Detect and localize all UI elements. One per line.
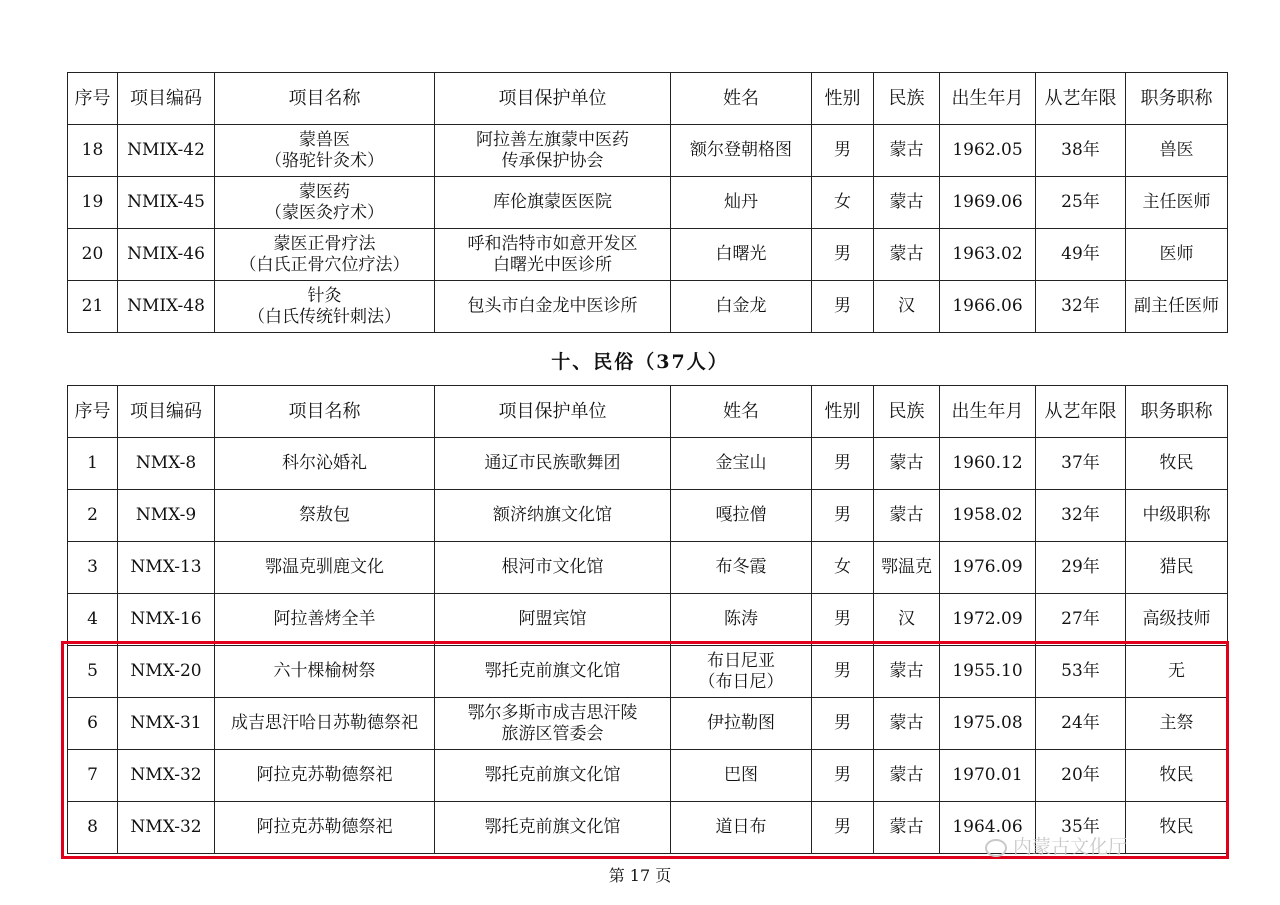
cell-sex-text: 男 xyxy=(834,296,851,316)
table-row xyxy=(68,698,1228,750)
cell-years-text: 53年 xyxy=(1061,661,1100,681)
cell-ethnicity xyxy=(874,750,940,802)
column-header: 职务职称 xyxy=(1126,73,1228,125)
cell-project-name-text: 阿拉克苏勒德祭祀 xyxy=(256,817,393,837)
cell-ethnicity xyxy=(874,229,940,281)
table-row xyxy=(68,490,1228,542)
cell-sex-text: 男 xyxy=(834,505,851,525)
cell-code xyxy=(118,438,215,490)
cell-code xyxy=(118,542,215,594)
column-header: 民族 xyxy=(874,73,940,125)
cell-protection-unit-text: 鄂托克前旗文化馆 xyxy=(484,765,621,785)
cell-no xyxy=(68,177,118,229)
cell-ethnicity xyxy=(874,542,940,594)
cell-ethnicity-text: 蒙古 xyxy=(889,661,924,681)
cell-no-text: 4 xyxy=(87,609,98,629)
cell-person-name xyxy=(671,750,812,802)
cell-code-text: NMX-20 xyxy=(130,661,202,681)
cell-sex-text: 男 xyxy=(834,661,851,681)
cell-ethnicity-text: 蒙古 xyxy=(889,765,924,785)
cell-person-name-text: 伊拉勒图 xyxy=(707,713,775,733)
cell-sex-text: 男 xyxy=(834,453,851,473)
cell-person-name-text: 布冬霞 xyxy=(715,557,767,577)
cell-years xyxy=(1036,177,1126,229)
cell-project-name-text: 六十棵榆树祭 xyxy=(273,661,376,681)
cell-job-title-text: 主祭 xyxy=(1159,713,1194,733)
cell-protection-unit-text: 阿拉善左旗蒙中医药 xyxy=(476,129,629,150)
cell-years xyxy=(1036,438,1126,490)
cell-protection-unit-text: 鄂尔多斯市成吉思汗陵 xyxy=(467,702,638,723)
column-header: 民族 xyxy=(874,386,940,438)
cell-project-name-text: 蒙兽医 xyxy=(299,129,350,150)
cell-sex-text: 女 xyxy=(834,192,851,212)
cell-no xyxy=(68,750,118,802)
cell-project-name xyxy=(215,594,435,646)
cell-years-text: 29年 xyxy=(1061,557,1100,577)
cell-project-name-text: 针灸 xyxy=(307,285,342,306)
cell-birth-text: 1960.12 xyxy=(952,453,1023,473)
cell-no xyxy=(68,229,118,281)
watermark-text: 内蒙古文化厅 xyxy=(1013,836,1128,858)
column-header: 出生年月 xyxy=(940,73,1036,125)
cell-ethnicity-text: 蒙古 xyxy=(889,140,924,160)
cell-ethnicity xyxy=(874,281,940,333)
cell-sex-text: 男 xyxy=(834,609,851,629)
cell-no-text: 21 xyxy=(81,296,104,316)
cell-no xyxy=(68,698,118,750)
cell-birth xyxy=(940,542,1036,594)
cell-protection-unit xyxy=(435,750,671,802)
cell-job-title-text: 高级技师 xyxy=(1142,609,1211,629)
cell-years-text: 32年 xyxy=(1061,505,1100,525)
column-header: 性别 xyxy=(812,386,874,438)
column-header: 姓名 xyxy=(671,386,812,438)
cell-ethnicity xyxy=(874,177,940,229)
cell-project-name-text: 祭敖包 xyxy=(299,505,350,525)
cell-project-name xyxy=(215,646,435,698)
cell-code-text: NMIX-48 xyxy=(127,296,205,316)
cell-person-name xyxy=(671,125,812,177)
cell-job-title-text: 猎民 xyxy=(1159,557,1194,577)
table-traditional-medicine xyxy=(67,72,1228,333)
cell-protection-unit xyxy=(435,177,671,229)
cell-project-name-text: 阿拉善烤全羊 xyxy=(273,609,376,629)
column-header: 从艺年限 xyxy=(1036,73,1126,125)
cell-person-name xyxy=(671,594,812,646)
table-row xyxy=(68,177,1228,229)
cell-years-text: 20年 xyxy=(1061,765,1100,785)
table-row xyxy=(68,438,1228,490)
cell-ethnicity xyxy=(874,698,940,750)
cell-birth-text: 1972.09 xyxy=(952,609,1023,629)
cell-protection-unit xyxy=(435,646,671,698)
cell-birth-text: 1962.05 xyxy=(952,140,1023,160)
cell-code-text: NMX-32 xyxy=(130,817,202,837)
cell-code xyxy=(118,125,215,177)
cell-job-title xyxy=(1126,229,1228,281)
cell-job-title xyxy=(1126,542,1228,594)
cell-person-name-text: 额尔登朝格图 xyxy=(690,140,792,160)
table-row xyxy=(68,281,1228,333)
column-header: 项目编码 xyxy=(118,73,215,125)
cell-protection-unit xyxy=(435,802,671,854)
cell-project-name-text: 蒙医药 xyxy=(299,181,350,202)
cell-no xyxy=(68,542,118,594)
cell-birth-text: 1975.08 xyxy=(952,713,1023,733)
cell-code-text: NMIX-45 xyxy=(127,192,205,212)
table-row xyxy=(68,125,1228,177)
cell-protection-unit xyxy=(435,490,671,542)
cell-code-text: NMIX-46 xyxy=(127,244,205,264)
cell-job-title-text: 主任医师 xyxy=(1142,192,1211,212)
cell-person-name-text: 陈涛 xyxy=(724,609,758,629)
table-row xyxy=(68,542,1228,594)
cell-years-text: 38年 xyxy=(1061,140,1100,160)
cell-sex xyxy=(812,177,874,229)
cell-job-title xyxy=(1126,594,1228,646)
wechat-icon xyxy=(985,839,1007,857)
cell-protection-unit-text: 呼和浩特市如意开发区 xyxy=(467,233,638,254)
cell-person-name-text: 巴图 xyxy=(724,765,758,785)
cell-no xyxy=(68,125,118,177)
cell-protection-unit-text: 包头市白金龙中医诊所 xyxy=(467,296,638,316)
cell-ethnicity-text: 蒙古 xyxy=(889,244,924,264)
table-header-row xyxy=(68,386,1228,438)
cell-code xyxy=(118,490,215,542)
cell-job-title xyxy=(1126,750,1228,802)
cell-code-text: NMX-16 xyxy=(130,609,202,629)
cell-ethnicity xyxy=(874,594,940,646)
cell-sex-text: 男 xyxy=(834,817,851,837)
cell-job-title xyxy=(1126,177,1228,229)
column-header: 序号 xyxy=(68,73,118,125)
cell-protection-unit-text: 通辽市民族歌舞团 xyxy=(484,453,621,473)
cell-project-name xyxy=(215,802,435,854)
cell-birth xyxy=(940,125,1036,177)
cell-project-name xyxy=(215,281,435,333)
cell-birth xyxy=(940,646,1036,698)
cell-birth xyxy=(940,698,1036,750)
cell-ethnicity-text: 蒙古 xyxy=(889,505,924,525)
cell-ethnicity xyxy=(874,802,940,854)
cell-job-title xyxy=(1126,125,1228,177)
cell-birth-text: 1958.02 xyxy=(952,505,1023,525)
cell-protection-unit xyxy=(435,698,671,750)
cell-project-name xyxy=(215,229,435,281)
cell-sex-text: 男 xyxy=(834,140,851,160)
cell-sex-text: 男 xyxy=(834,713,851,733)
cell-job-title-text: 牧民 xyxy=(1159,453,1194,473)
cell-person-name-text: 白金龙 xyxy=(715,296,767,316)
cell-birth xyxy=(940,438,1036,490)
cell-person-name xyxy=(671,542,812,594)
cell-sex xyxy=(812,281,874,333)
cell-ethnicity xyxy=(874,438,940,490)
cell-project-name xyxy=(215,542,435,594)
cell-person-name-text: 白曙光 xyxy=(715,244,767,264)
cell-protection-unit xyxy=(435,594,671,646)
cell-years xyxy=(1036,490,1126,542)
cell-years xyxy=(1036,594,1126,646)
cell-protection-unit-text: 白曙光中医诊所 xyxy=(493,254,612,275)
column-header: 项目编码 xyxy=(118,386,215,438)
cell-person-name xyxy=(671,438,812,490)
cell-ethnicity xyxy=(874,646,940,698)
cell-job-title xyxy=(1126,281,1228,333)
cell-project-name-text: （蒙医灸疗术） xyxy=(265,202,384,223)
cell-code xyxy=(118,177,215,229)
cell-code xyxy=(118,750,215,802)
cell-years xyxy=(1036,646,1126,698)
cell-sex xyxy=(812,802,874,854)
cell-project-name xyxy=(215,750,435,802)
cell-job-title xyxy=(1126,490,1228,542)
cell-protection-unit-text: 鄂托克前旗文化馆 xyxy=(484,661,621,681)
cell-project-name xyxy=(215,125,435,177)
cell-years xyxy=(1036,698,1126,750)
cell-sex xyxy=(812,229,874,281)
cell-birth-text: 1955.10 xyxy=(952,661,1023,681)
cell-birth-text: 1963.02 xyxy=(952,244,1023,264)
cell-code xyxy=(118,229,215,281)
cell-protection-unit xyxy=(435,281,671,333)
cell-no-text: 20 xyxy=(81,244,104,264)
cell-ethnicity-text: 汉 xyxy=(898,609,915,629)
column-header: 职务职称 xyxy=(1126,386,1228,438)
cell-project-name xyxy=(215,698,435,750)
cell-code xyxy=(118,281,215,333)
cell-protection-unit xyxy=(435,229,671,281)
cell-person-name-text: （布日尼） xyxy=(698,671,784,692)
cell-code xyxy=(118,802,215,854)
cell-birth-text: 1976.09 xyxy=(952,557,1023,577)
cell-ethnicity-text: 蒙古 xyxy=(889,453,924,473)
cell-no xyxy=(68,490,118,542)
table-row xyxy=(68,646,1228,698)
cell-project-name xyxy=(215,177,435,229)
cell-job-title-text: 中级职称 xyxy=(1142,505,1211,525)
cell-code-text: NMX-32 xyxy=(130,765,202,785)
cell-birth xyxy=(940,229,1036,281)
cell-code xyxy=(118,698,215,750)
cell-job-title-text: 兽医 xyxy=(1159,140,1194,160)
cell-years-text: 27年 xyxy=(1061,609,1100,629)
cell-project-name-text: 科尔沁婚礼 xyxy=(282,453,367,473)
cell-person-name-text: 灿丹 xyxy=(724,192,758,212)
cell-person-name xyxy=(671,177,812,229)
cell-birth xyxy=(940,750,1036,802)
cell-code-text: NMX-9 xyxy=(135,505,197,525)
column-header: 从艺年限 xyxy=(1036,386,1126,438)
cell-sex xyxy=(812,594,874,646)
column-header: 出生年月 xyxy=(940,386,1036,438)
cell-ethnicity-text: 鄂温克 xyxy=(881,557,932,577)
cell-job-title xyxy=(1126,802,1228,854)
section-title: 十、民俗（37人） xyxy=(551,351,729,373)
cell-ethnicity xyxy=(874,490,940,542)
cell-sex-text: 男 xyxy=(834,244,851,264)
cell-job-title-text: 无 xyxy=(1168,661,1185,681)
watermark xyxy=(985,832,1127,859)
cell-person-name xyxy=(671,229,812,281)
cell-no xyxy=(68,281,118,333)
cell-protection-unit xyxy=(435,438,671,490)
table-row xyxy=(68,229,1228,281)
cell-ethnicity-text: 蒙古 xyxy=(889,192,924,212)
cell-person-name-text: 布日尼亚 xyxy=(707,650,775,671)
cell-birth xyxy=(940,281,1036,333)
cell-job-title xyxy=(1126,438,1228,490)
cell-project-name-text: 阿拉克苏勒德祭祀 xyxy=(256,765,393,785)
cell-ethnicity-text: 汉 xyxy=(898,296,915,316)
cell-project-name xyxy=(215,438,435,490)
cell-sex-text: 女 xyxy=(834,557,851,577)
cell-ethnicity xyxy=(874,125,940,177)
cell-protection-unit xyxy=(435,125,671,177)
cell-sex xyxy=(812,698,874,750)
cell-code-text: NMIX-42 xyxy=(127,140,205,160)
cell-birth xyxy=(940,594,1036,646)
cell-sex xyxy=(812,542,874,594)
cell-birth-text: 1966.06 xyxy=(952,296,1023,316)
table-row xyxy=(68,594,1228,646)
cell-code xyxy=(118,594,215,646)
cell-project-name-text: （骆驼针灸术） xyxy=(265,150,384,171)
cell-project-name xyxy=(215,490,435,542)
cell-person-name-text: 嘎拉僧 xyxy=(715,505,767,525)
cell-years-text: 37年 xyxy=(1061,453,1100,473)
cell-birth xyxy=(940,177,1036,229)
cell-birth xyxy=(940,490,1036,542)
cell-sex xyxy=(812,125,874,177)
column-header: 序号 xyxy=(68,386,118,438)
column-header: 项目保护单位 xyxy=(435,386,671,438)
cell-years-text: 32年 xyxy=(1061,296,1100,316)
cell-sex xyxy=(812,750,874,802)
cell-person-name xyxy=(671,490,812,542)
cell-person-name-text: 金宝山 xyxy=(715,453,767,473)
cell-code-text: NMX-31 xyxy=(130,713,202,733)
cell-no xyxy=(68,594,118,646)
column-header: 姓名 xyxy=(671,73,812,125)
cell-no-text: 8 xyxy=(87,817,98,837)
cell-person-name xyxy=(671,646,812,698)
cell-project-name-text: 成吉思汗哈日苏勒德祭祀 xyxy=(231,713,418,733)
cell-years xyxy=(1036,125,1126,177)
page-number: 第 17 页 xyxy=(608,866,672,885)
cell-birth-text: 1970.01 xyxy=(952,765,1023,785)
cell-years-text: 25年 xyxy=(1061,192,1100,212)
cell-ethnicity-text: 蒙古 xyxy=(889,713,924,733)
cell-project-name-text: 鄂温克驯鹿文化 xyxy=(265,557,384,577)
cell-protection-unit-text: 旅游区管委会 xyxy=(501,723,604,744)
cell-years-text: 49年 xyxy=(1061,244,1100,264)
cell-no-text: 6 xyxy=(87,713,98,733)
cell-code xyxy=(118,646,215,698)
cell-years xyxy=(1036,750,1126,802)
cell-protection-unit xyxy=(435,542,671,594)
cell-no-text: 2 xyxy=(87,505,98,525)
cell-years xyxy=(1036,229,1126,281)
cell-protection-unit-text: 根河市文化馆 xyxy=(501,557,604,577)
table-header-row xyxy=(68,73,1228,125)
column-header: 性别 xyxy=(812,73,874,125)
cell-sex xyxy=(812,438,874,490)
cell-no xyxy=(68,646,118,698)
cell-person-name xyxy=(671,281,812,333)
cell-person-name xyxy=(671,698,812,750)
cell-no-text: 3 xyxy=(87,557,98,577)
cell-years xyxy=(1036,542,1126,594)
cell-birth-text: 1964.06 xyxy=(952,817,1023,837)
cell-project-name-text: 蒙医正骨疗法 xyxy=(273,233,376,254)
cell-protection-unit-text: 鄂托克前旗文化馆 xyxy=(484,817,621,837)
table-folk-customs xyxy=(67,385,1228,854)
cell-project-name-text: （白氏传统针刺法） xyxy=(248,306,401,327)
cell-sex xyxy=(812,490,874,542)
table-row xyxy=(68,750,1228,802)
cell-person-name xyxy=(671,802,812,854)
cell-job-title xyxy=(1126,698,1228,750)
cell-protection-unit-text: 阿盟宾馆 xyxy=(518,609,587,629)
cell-no-text: 19 xyxy=(81,192,104,212)
cell-no-text: 5 xyxy=(87,661,98,681)
cell-job-title xyxy=(1126,646,1228,698)
cell-job-title-text: 医师 xyxy=(1159,244,1194,264)
column-header: 项目名称 xyxy=(215,73,435,125)
cell-code-text: NMX-13 xyxy=(130,557,202,577)
cell-birth-text: 1969.06 xyxy=(952,192,1023,212)
column-header: 项目名称 xyxy=(215,386,435,438)
cell-years-text: 35年 xyxy=(1061,817,1100,837)
cell-protection-unit-text: 库伦旗蒙医医院 xyxy=(493,192,612,212)
cell-project-name-text: （白氏正骨穴位疗法） xyxy=(239,254,410,275)
cell-no xyxy=(68,438,118,490)
cell-no-text: 18 xyxy=(81,140,104,160)
cell-job-title-text: 牧民 xyxy=(1159,765,1194,785)
cell-years xyxy=(1036,281,1126,333)
cell-code-text: NMX-8 xyxy=(135,453,197,473)
cell-no xyxy=(68,802,118,854)
cell-sex-text: 男 xyxy=(834,765,851,785)
cell-protection-unit-text: 传承保护协会 xyxy=(501,150,604,171)
cell-years-text: 24年 xyxy=(1061,713,1100,733)
cell-ethnicity-text: 蒙古 xyxy=(889,817,924,837)
cell-job-title-text: 牧民 xyxy=(1159,817,1194,837)
cell-person-name-text: 道日布 xyxy=(715,817,767,837)
column-header: 项目保护单位 xyxy=(435,73,671,125)
cell-no-text: 1 xyxy=(87,453,98,473)
cell-protection-unit-text: 额济纳旗文化馆 xyxy=(493,505,612,525)
cell-sex xyxy=(812,646,874,698)
cell-job-title-text: 副主任医师 xyxy=(1134,296,1219,316)
cell-no-text: 7 xyxy=(87,765,98,785)
